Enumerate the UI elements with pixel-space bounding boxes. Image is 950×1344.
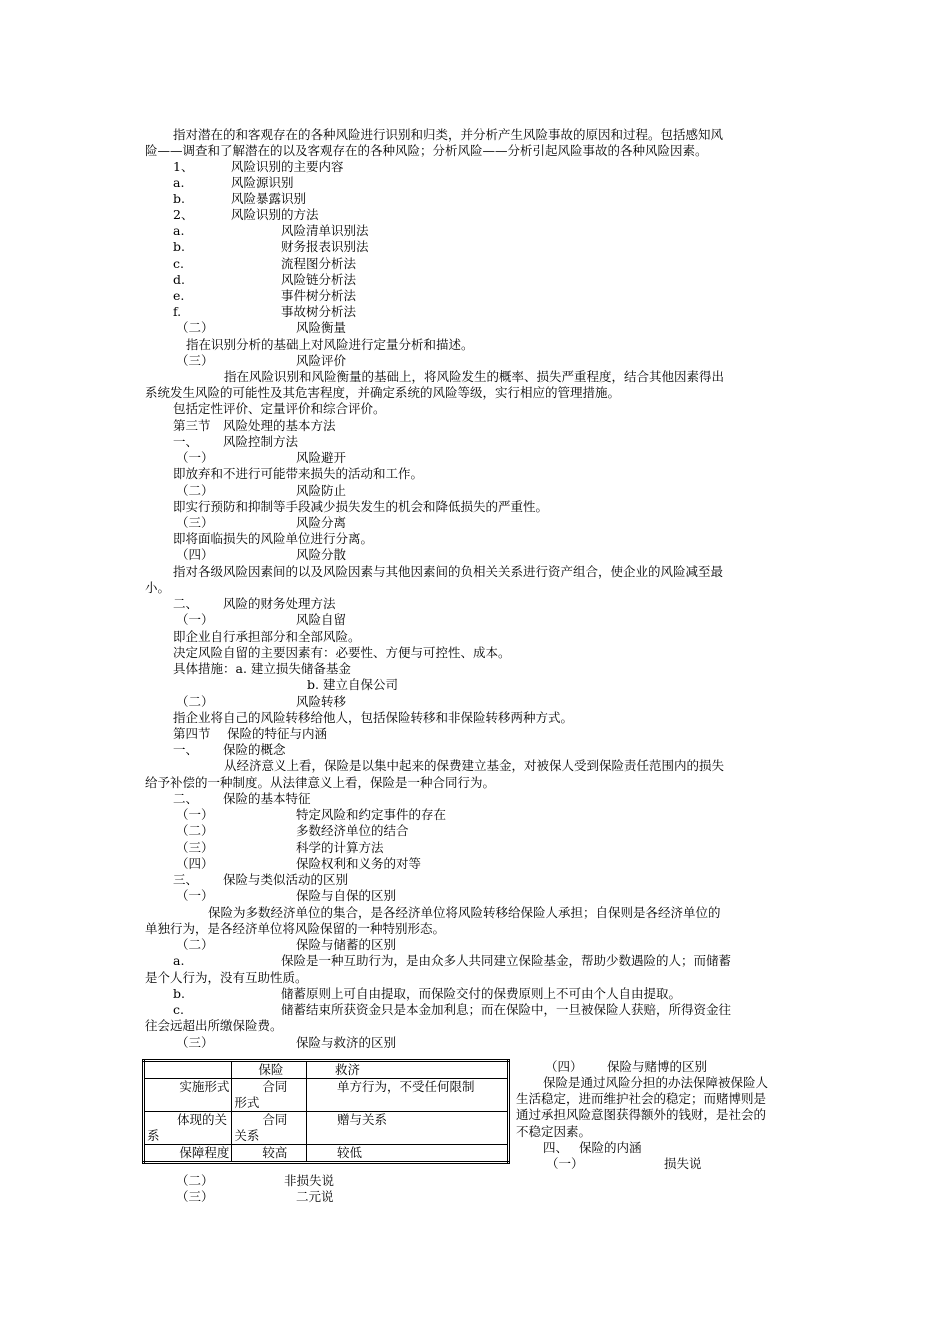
para-risk-evaluate-l2: 系统发生风险的可能性及其危害程度，并确定系统的风险等级，实行相应的管理措施。 — [145, 385, 621, 400]
para-gamble-l3: 通过承担风险意图获得额外的钱财，是社会的 — [516, 1107, 767, 1122]
table-cell: 保障程度 — [144, 1145, 232, 1163]
para-risk-evaluate-l3: 包括定性评价、定量评价和综合评价。 — [173, 401, 386, 416]
para-diff-self-l2: 单独行为，是各经济单位将风险保留的一种特别形态。 — [145, 921, 446, 936]
table-cell: 体现的关 系 — [144, 1112, 232, 1145]
list-item: 2、 风险识别的方法 — [173, 207, 319, 222]
table-row — [144, 1112, 509, 1145]
list-item: e. 事件树分析法 — [173, 288, 357, 303]
section-4-title: 第四节 保险的特征与内涵 — [173, 726, 327, 741]
para-risk-evaluate-l1: 指在风险识别和风险衡量的基础上，将风险发生的概率、损失严重程度，结合其他因素得出 — [224, 369, 725, 384]
heading-diff-savings: （二） 保险与储蓄的区别 — [176, 937, 397, 952]
heading-risk-evaluate: （三） 风险评价 — [176, 353, 347, 368]
para-risk-identify-l2: 险——调查和了解潜在的以及客观存在的各种风险；分析风险——分析引起风险事故的各种风险因素。 — [145, 143, 708, 158]
para-gamble-l4: 不稳定因素。 — [516, 1124, 592, 1139]
heading-risk-avoid: （一） 风险避开 — [176, 450, 347, 465]
para-risk-retain: 即企业自行承担部分和全部风险。 — [173, 629, 361, 644]
table-row — [144, 1061, 509, 1079]
para-savings-b: b. 储蓄原则上可自由提取，而保险交付的保费原则上不可由个人自由提取。 — [173, 986, 682, 1001]
heading-risk-measure: （二） 风险衡量 — [176, 320, 347, 335]
table-cell: 单方行为，不受任何限制 — [307, 1079, 509, 1112]
list-item: b. 财务报表识别法 — [173, 239, 369, 254]
para-savings-c-l2: 往会远超出所缴保险费。 — [145, 1018, 283, 1033]
table-cell: 合同 形式 — [232, 1079, 307, 1112]
list-item: （四） 保险权利和义务的对等 — [176, 856, 422, 871]
para-risk-transfer: 指企业将自己的风险转移给他人，包括保险转移和非保险转移两种方式。 — [173, 710, 574, 725]
table-header-cell: 救济 — [307, 1061, 509, 1079]
table-row — [144, 1145, 509, 1163]
list-item: f. 事故树分析法 — [173, 304, 357, 319]
heading-risk-transfer: （二） 风险转移 — [176, 694, 347, 709]
heading-insurance-diff: 三、 保险与类似活动的区别 — [173, 872, 349, 887]
heading-diff-gamble: （四） 保险与赌博的区别 — [545, 1059, 708, 1074]
para-diff-self-l1: 保险为多数经济单位的集合，是各经济单位将风险转移给保险人承担；自保则是各经济单位的 — [208, 905, 721, 920]
heading-risk-prevent: （二） 风险防止 — [176, 483, 347, 498]
table-cell: 赠与关系 — [307, 1112, 509, 1145]
heading-insurance-connotation: 四、 保险的内涵 — [543, 1140, 642, 1155]
heading-diff-relief: （三） 保险与救济的区别 — [176, 1035, 397, 1050]
para-gamble-l1: 保险是通过风险分担的办法保障被保险人 — [543, 1075, 769, 1090]
list-item: （三） 二元说 — [176, 1189, 334, 1204]
para-concept-l1: 从经济意义上看，保险是以集中起来的保费建立基金，对被保人受到保险责任范围内的损失 — [224, 758, 725, 773]
list-item: （三） 科学的计算方法 — [176, 840, 384, 855]
para-risk-identify-l1: 指对潜在的和客观存在的各种风险进行识别和归类，并分析产生风险事故的原因和过程。包括感知风 — [173, 127, 724, 142]
heading-diff-self: （一） 保险与自保的区别 — [176, 888, 397, 903]
list-item: a. 风险清单识别法 — [173, 223, 369, 238]
section-3-title: 第三节 风险处理的基本方法 — [173, 418, 336, 433]
table-header-cell — [144, 1061, 232, 1079]
list-item: c. 流程图分析法 — [173, 256, 357, 271]
list-item: （一） 损失说 — [546, 1156, 702, 1171]
para-risk-measure: 指在识别分析的基础上对风险进行定量分析和描述。 — [186, 337, 474, 352]
list-item: 1、 风险识别的主要内容 — [173, 159, 344, 174]
list-item: d. 风险链分析法 — [173, 272, 357, 287]
table-cell: 较低 — [307, 1145, 509, 1163]
table-cell: 合同 关系 — [232, 1112, 307, 1145]
list-item: （二） 多数经济单位的结合 — [176, 823, 409, 838]
para-savings-a-l1: a. 保险是一种互助行为，是由众多人共同建立保险基金，帮助少数遇险的人；而储蓄 — [173, 953, 732, 968]
heading-risk-separate: （三） 风险分离 — [176, 515, 347, 530]
heading-risk-control: 一、 风险控制方法 — [173, 434, 299, 449]
list-item: （一） 特定风险和约定事件的存在 — [176, 807, 447, 822]
para-retain-measures: 具体措施：a. 建立损失储备基金 — [173, 661, 351, 676]
para-risk-disperse-l2: 小。 — [145, 580, 171, 595]
table-cell: 实施形式 — [144, 1079, 232, 1112]
table-row — [144, 1079, 509, 1112]
para-risk-separate: 即将面临损失的风险单位进行分离。 — [173, 531, 374, 546]
para-risk-disperse-l1: 指对各级风险因素间的以及风险因素与其他因素间的负相关关系进行资产组合，使企业的风险减至最 — [173, 564, 724, 579]
para-savings-a-l2: 是个人行为，没有互助性质。 — [145, 970, 308, 985]
list-item: a. 风险源识别 — [173, 175, 294, 190]
comparison-table — [142, 1059, 510, 1164]
list-item: （二） 非损失说 — [176, 1173, 335, 1188]
heading-insurance-features: 二、 保险的基本特征 — [173, 791, 311, 806]
para-savings-c-l1: c. 储蓄结束所获资金只是本金加利息；而在保险中，一旦被保险人获赔，所得资金往 — [173, 1002, 732, 1017]
heading-risk-retain: （一） 风险自留 — [176, 612, 347, 627]
table-header-cell: 保险 — [232, 1061, 307, 1079]
table-cell: 较高 — [232, 1145, 307, 1163]
para-risk-prevent: 即实行预防和抑制等手段减少损失发生的机会和降低损失的严重性。 — [173, 499, 549, 514]
heading-risk-disperse: （四） 风险分散 — [176, 547, 347, 562]
para-risk-avoid: 即放弃和不进行可能带来损失的活动和工作。 — [173, 466, 424, 481]
para-gamble-l2: 生活稳定，进而维护社会的稳定；而赌博则是 — [516, 1091, 767, 1106]
para-concept-l2: 给予补偿的一种制度。从法律意义上看，保险是一种合同行为。 — [145, 775, 496, 790]
para-retain-measures-b: b. 建立自保公司 — [307, 677, 398, 692]
heading-insurance-concept: 一、 保险的概念 — [173, 742, 286, 757]
heading-risk-finance: 二、 风险的财务处理方法 — [173, 596, 336, 611]
list-item: b. 风险暴露识别 — [173, 191, 307, 206]
para-retain-factors: 决定风险自留的主要因素有：必要性、方便与可控性、成本。 — [173, 645, 511, 660]
